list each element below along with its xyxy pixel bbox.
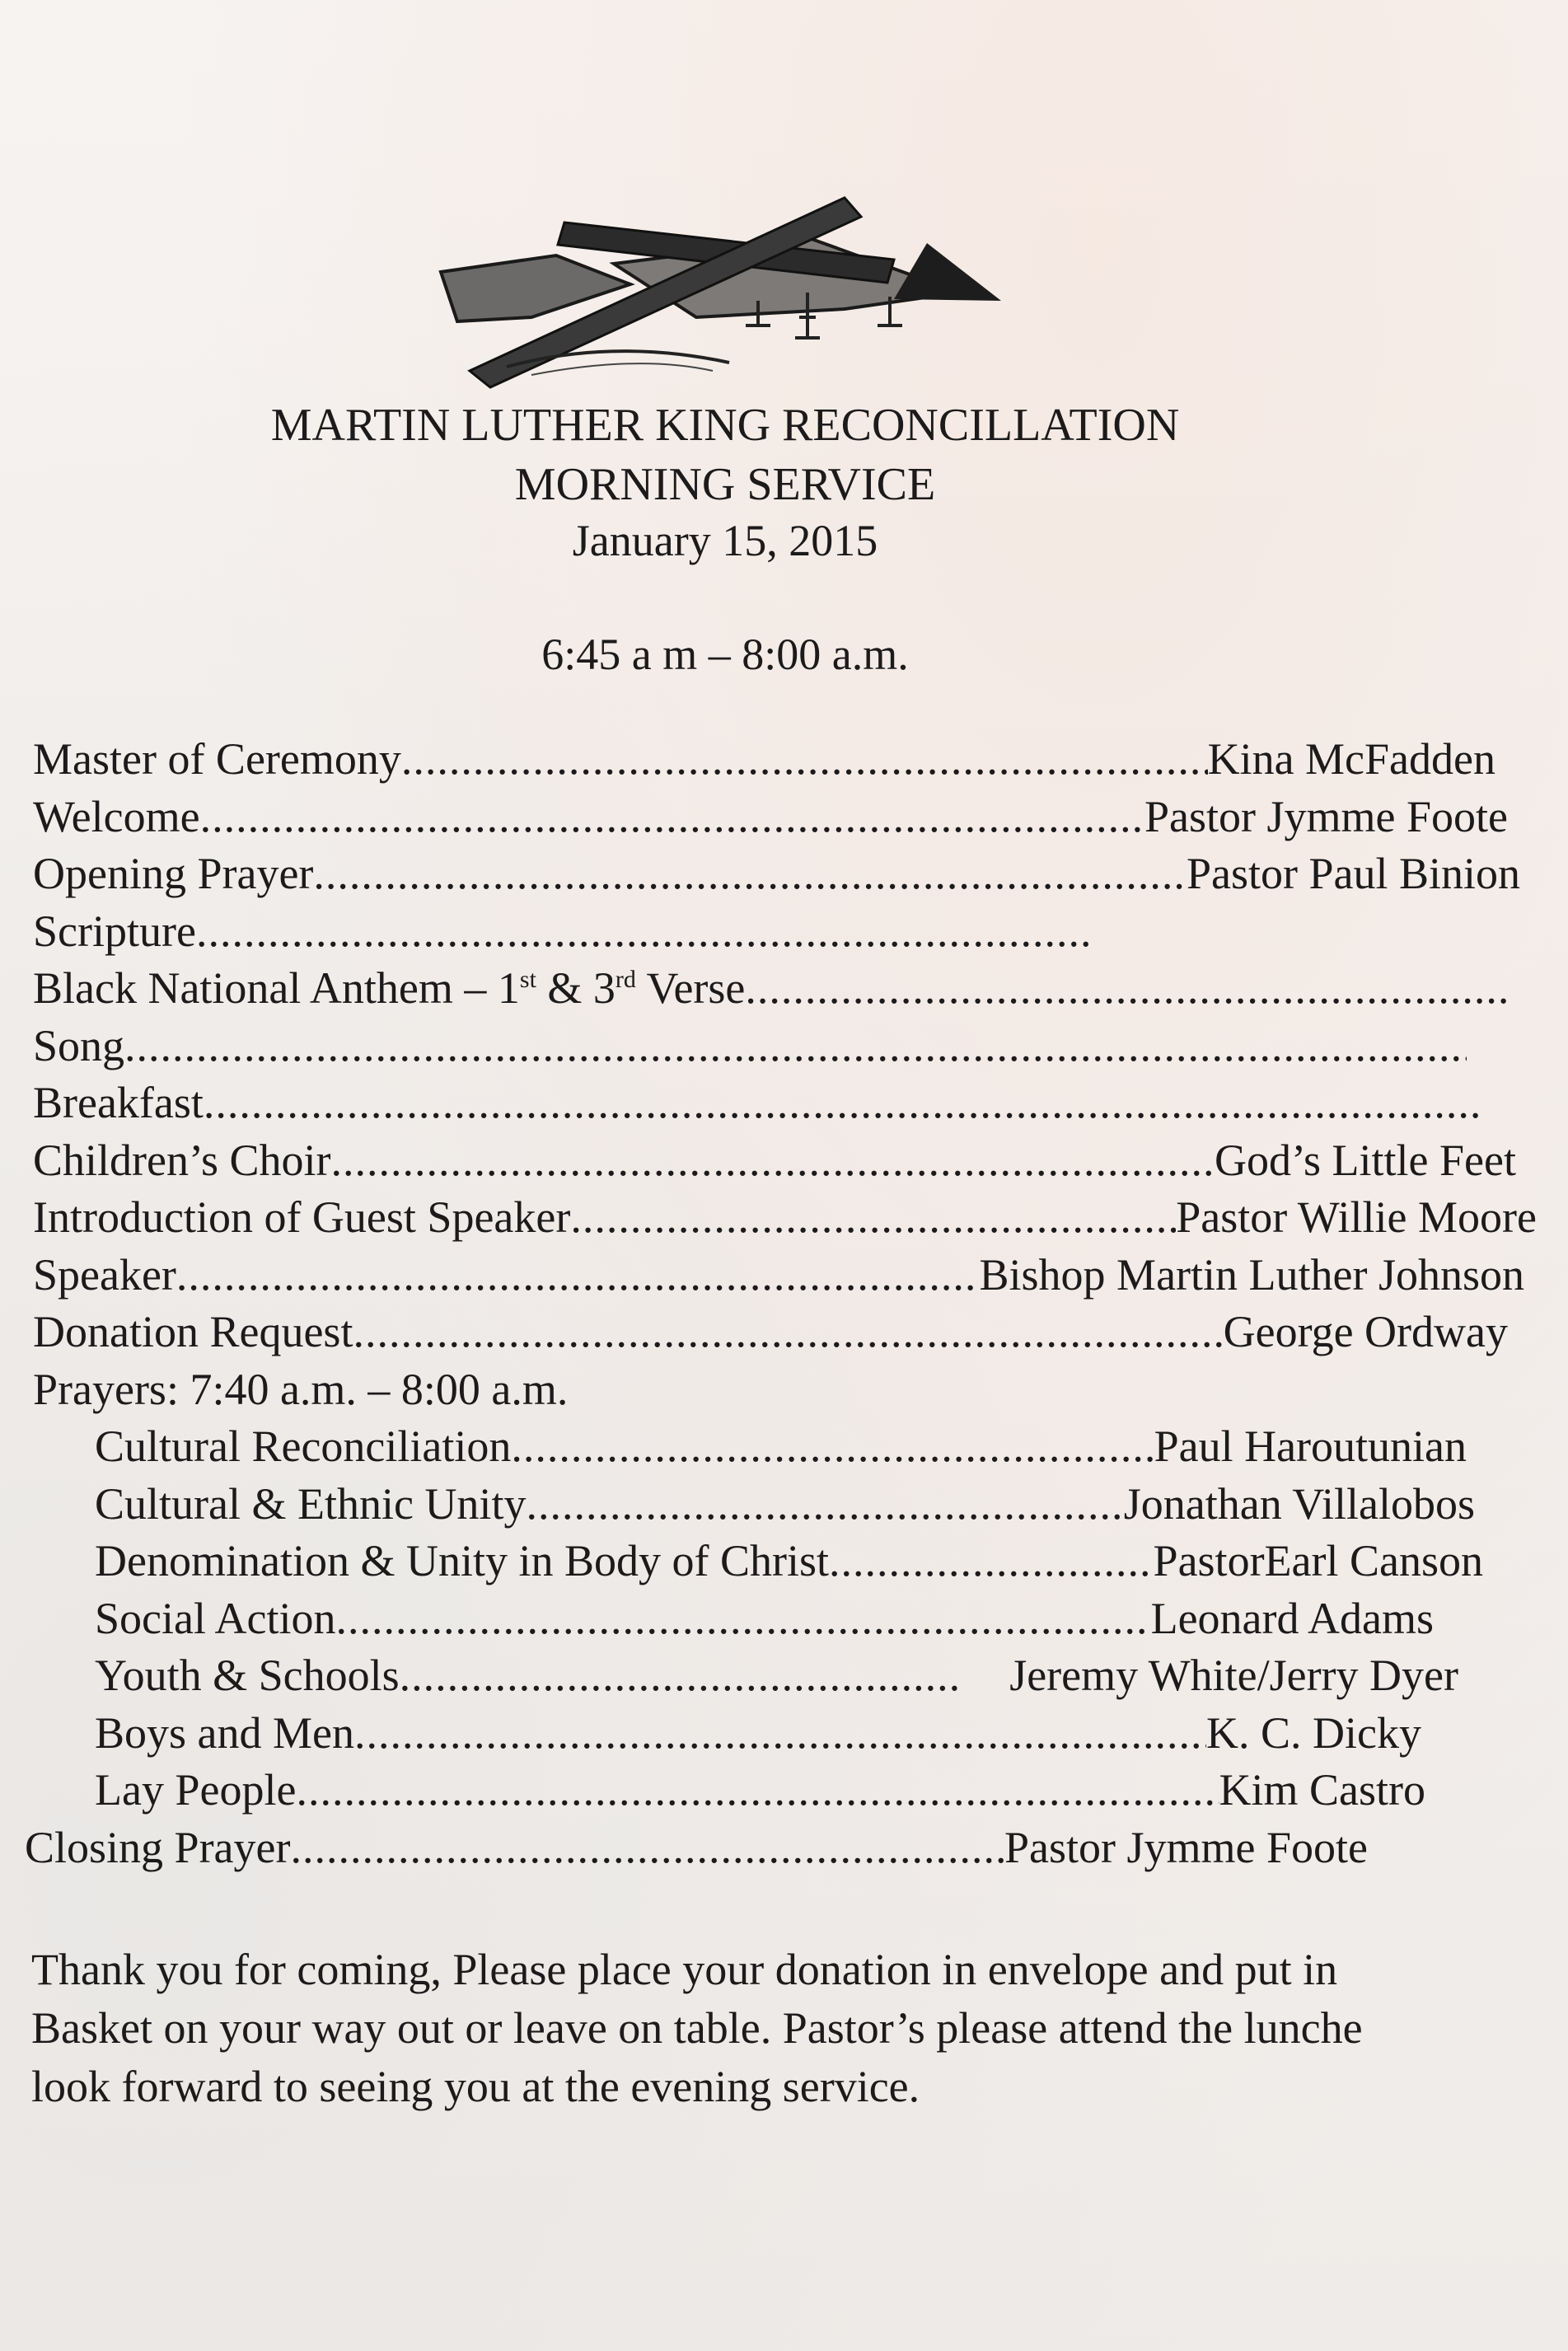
item-label: Children’s Choir bbox=[33, 1135, 331, 1185]
item-label: Social Action bbox=[95, 1593, 336, 1643]
item-label: Master of Ceremony bbox=[33, 734, 401, 784]
item-label: Scripture bbox=[33, 906, 196, 956]
leader-dots bbox=[296, 1764, 1219, 1815]
prayer-item bbox=[33, 1421, 1467, 1478]
prayer-item bbox=[33, 1764, 1425, 1822]
prayers-heading bbox=[33, 1364, 1516, 1421]
item-person: Pastor Jymme Foote bbox=[1004, 1822, 1368, 1872]
anthem-label-start: Black National Anthem – 1 bbox=[33, 963, 520, 1013]
program-item bbox=[33, 962, 1508, 1020]
item-person: K. C. Dicky bbox=[1206, 1707, 1421, 1758]
prayer-item bbox=[33, 1593, 1434, 1651]
item-label: Introduction of Guest Speaker bbox=[33, 1192, 571, 1242]
item-person: Kim Castro bbox=[1219, 1765, 1425, 1815]
leader-dots bbox=[511, 1421, 1154, 1472]
anthem-sup-2: rd bbox=[615, 966, 636, 993]
item-person: Pastor Willie Moore bbox=[1176, 1192, 1537, 1242]
item-label: Cultural Reconciliation bbox=[95, 1421, 512, 1471]
service-subtitle: MORNING SERVICE bbox=[514, 459, 936, 510]
item-person: George Ordway bbox=[1223, 1307, 1508, 1356]
leader-dots bbox=[353, 1306, 1223, 1357]
leader-dots bbox=[331, 1135, 1215, 1186]
item-person: PastorEarl Canson bbox=[1153, 1536, 1483, 1585]
item-label: Cultural & Ethnic Unity bbox=[95, 1478, 527, 1529]
item-person: God’s Little Feet bbox=[1215, 1135, 1516, 1185]
item-label: Closing Prayer bbox=[25, 1822, 291, 1872]
item-label: Donation Request bbox=[33, 1307, 353, 1356]
service-time: 6:45 a m – 8:00 a.m. bbox=[541, 630, 909, 679]
closing-note-line: Thank you for coming, Please place your donation in envelope and put in bbox=[31, 1945, 1338, 1994]
item-label: Boys and Men bbox=[95, 1707, 354, 1758]
program-item bbox=[33, 848, 1520, 906]
item-label: Opening Prayer bbox=[33, 849, 314, 898]
prayer-item bbox=[33, 1707, 1421, 1765]
item-person: Pastor Jymme Foote bbox=[1144, 791, 1508, 841]
anthem-sup-1: st bbox=[519, 966, 536, 993]
item-person: Kina McFadden bbox=[1207, 734, 1495, 784]
program-item bbox=[33, 733, 1495, 791]
anthem-label-end: Verse bbox=[635, 963, 746, 1013]
swoosh-2 bbox=[531, 363, 713, 375]
leader-dots bbox=[354, 1707, 1206, 1759]
leader-dots bbox=[401, 733, 1208, 784]
closing-note-line: Basket on your way out or leave on table. Pastor’s please attend the lunche bbox=[31, 2003, 1363, 2053]
item-label bbox=[33, 962, 745, 1014]
program-item bbox=[33, 906, 1092, 963]
cross-and-dove-icon bbox=[433, 194, 1009, 396]
leader-dots bbox=[829, 1535, 1154, 1586]
dove-tail bbox=[894, 243, 1001, 301]
program-item bbox=[33, 1020, 1467, 1078]
prayer-item bbox=[33, 1478, 1475, 1536]
item-label: Welcome bbox=[33, 791, 200, 841]
prayer-item bbox=[33, 1535, 1483, 1593]
leader-dots bbox=[124, 1020, 1467, 1071]
item-person: Bishop Martin Luther Johnson bbox=[979, 1249, 1524, 1300]
program-item bbox=[33, 791, 1508, 849]
anthem-label-mid: & 3 bbox=[536, 963, 615, 1013]
leader-dots bbox=[204, 1077, 1479, 1128]
leader-dots bbox=[313, 848, 1187, 899]
program-item bbox=[33, 1192, 1537, 1249]
closing-note bbox=[31, 1941, 1564, 2116]
leader-dots bbox=[196, 906, 1092, 957]
service-date: January 15, 2015 bbox=[572, 516, 878, 565]
leader-dots bbox=[335, 1593, 1150, 1644]
program-item bbox=[33, 1135, 1516, 1192]
program-item bbox=[33, 1077, 1479, 1135]
item-person: Leonard Adams bbox=[1150, 1593, 1434, 1643]
item-person: Paul Haroutunian bbox=[1154, 1421, 1467, 1471]
prayer-item bbox=[33, 1650, 1458, 1707]
leader-dots bbox=[570, 1192, 1176, 1243]
item-label: Youth & Schools bbox=[95, 1651, 400, 1700]
item-label: Lay People bbox=[95, 1765, 297, 1815]
item-person: Pastor Paul Binion bbox=[1186, 849, 1520, 898]
service-title: MARTIN LUTHER KING RECONCILLATION bbox=[270, 400, 1180, 451]
leader-dots bbox=[400, 1650, 961, 1701]
item-label: Speaker bbox=[33, 1249, 176, 1300]
leader-dots bbox=[745, 962, 1508, 1014]
closing-note-line: look forward to seeing you at the evening service. bbox=[31, 2062, 920, 2111]
leader-dots bbox=[526, 1478, 1123, 1529]
item-label: Denomination & Unity in Body of Christ bbox=[95, 1536, 829, 1585]
program-list bbox=[25, 733, 1549, 1879]
item-person: Jonathan Villalobos bbox=[1123, 1478, 1475, 1529]
program-item bbox=[33, 1249, 1524, 1307]
item-label: Breakfast bbox=[33, 1078, 204, 1127]
item-label: Song bbox=[33, 1020, 125, 1070]
item-person: Jeremy White/Jerry Dyer bbox=[1009, 1651, 1458, 1700]
leader-dots bbox=[200, 791, 1144, 842]
item-label: Prayers: 7:40 a.m. – 8:00 a.m. bbox=[33, 1364, 569, 1414]
program-item bbox=[25, 1822, 1368, 1880]
leader-dots bbox=[176, 1249, 980, 1300]
program-item bbox=[33, 1306, 1508, 1364]
leader-dots bbox=[290, 1822, 1004, 1873]
